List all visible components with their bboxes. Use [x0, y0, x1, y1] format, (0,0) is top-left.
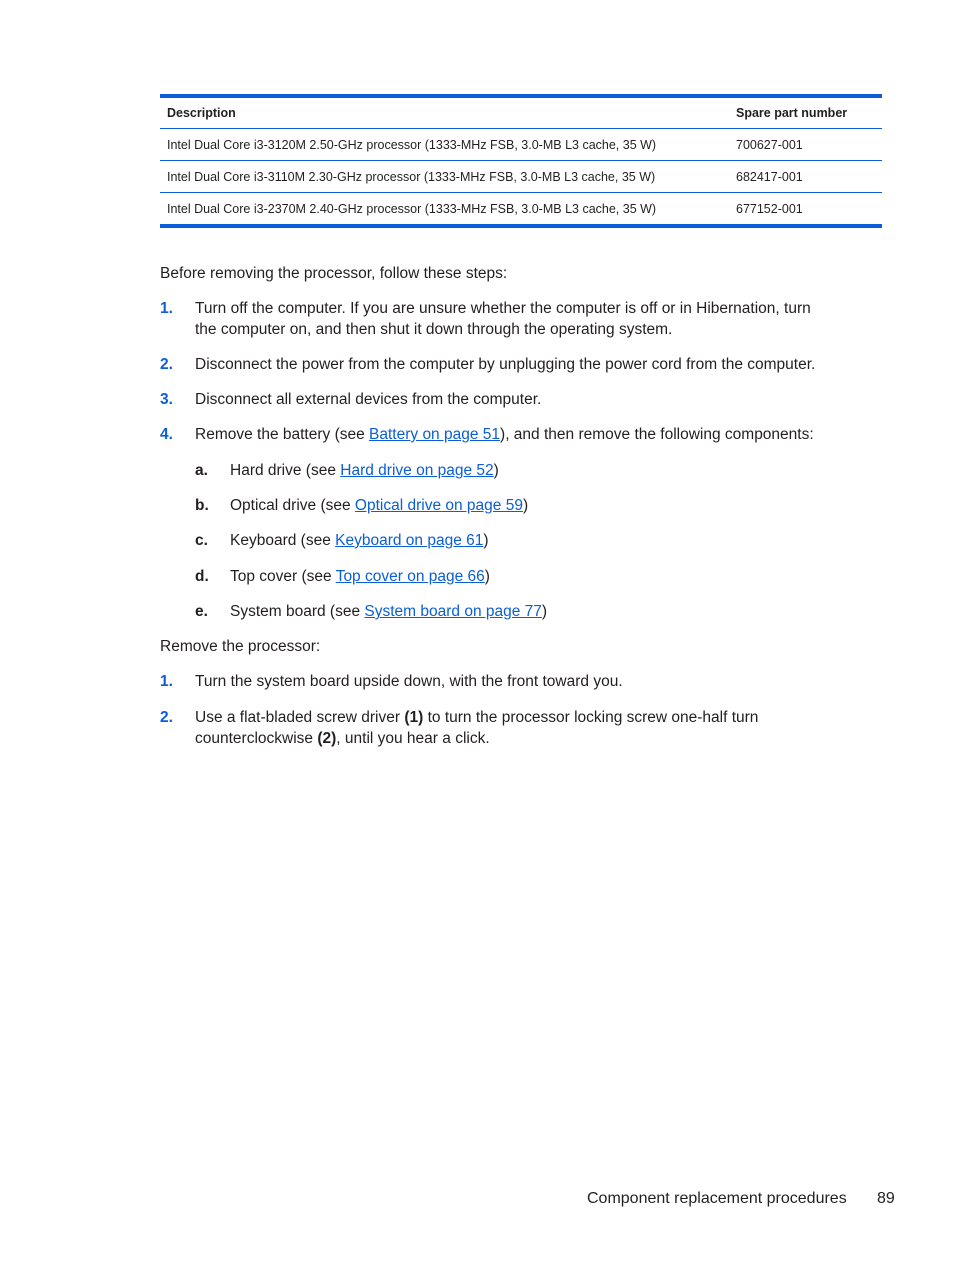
- sub-step-pre: Optical drive (see: [230, 497, 355, 514]
- prep-step-3: [160, 389, 860, 410]
- sub-step-pre: System board (see: [230, 603, 365, 620]
- footer-section-title: Component replacement procedures: [587, 1190, 847, 1207]
- sub-step-letter: d.: [195, 568, 209, 585]
- sub-step-post: ): [484, 568, 490, 585]
- table-row: [160, 129, 882, 161]
- sub-step-post: ): [493, 462, 499, 479]
- step-text: Disconnect the power from the computer by unplugging the power cord from the computer.: [195, 356, 816, 373]
- step-text: Turn the system board upside down, with the front toward you.: [195, 673, 623, 690]
- sub-step-e: [195, 601, 845, 622]
- sub-step-text: [230, 566, 845, 587]
- sub-step-pre: Top cover (see: [230, 568, 336, 585]
- top-cover-link[interactable]: Top cover on page 66: [335, 568, 485, 585]
- battery-link[interactable]: Battery on page 51: [369, 426, 501, 443]
- step-text: [195, 424, 860, 445]
- sub-step-c: [195, 530, 845, 551]
- table-header-row: [160, 96, 882, 129]
- system-board-link[interactable]: System board on page 77: [364, 603, 542, 620]
- step-text-part: Use a flat-bladed screw driver: [195, 709, 405, 726]
- step-text-part: , until you hear a click.: [336, 730, 490, 747]
- hard-drive-link[interactable]: Hard drive on page 52: [340, 462, 494, 479]
- optical-drive-link[interactable]: Optical drive on page 59: [354, 497, 523, 514]
- sub-step-text: [230, 530, 845, 551]
- prep-step-4: [160, 424, 860, 445]
- step-number: 2.: [160, 356, 173, 373]
- sub-step-letter: e.: [195, 603, 208, 620]
- page-number: 89: [877, 1190, 895, 1207]
- sub-step-pre: Hard drive (see: [230, 462, 341, 479]
- step-text-pre: Remove the battery (see: [195, 426, 370, 443]
- step-number: 1.: [160, 300, 173, 317]
- remove-step-1: [160, 671, 860, 692]
- table-row: [160, 161, 882, 193]
- sub-step-post: ): [541, 603, 548, 620]
- sub-step-letter: b.: [195, 497, 209, 514]
- keyboard-link[interactable]: Keyboard on page 61: [335, 532, 484, 549]
- sub-step-pre: Keyboard (see: [230, 532, 336, 549]
- sub-step-d: [195, 566, 845, 587]
- prep-step-2: [160, 354, 860, 375]
- step-text: Turn off the computer. If you are unsure whether the computer is off or in Hibernation, turn the computer on, and then shut it down through the operating system.: [195, 300, 811, 338]
- table-cell-description: Intel Dual Core i3-2370M 2.40-GHz processor (1333-MHz FSB, 3.0-MB L3 cache, 35 W): [160, 193, 729, 227]
- sub-step-text: [230, 601, 845, 622]
- step-number: 4.: [160, 426, 173, 443]
- spare-parts-table: [160, 94, 882, 228]
- sub-step-a: [195, 460, 845, 481]
- sub-step-letter: c.: [195, 532, 208, 549]
- prep-step-1: [160, 298, 860, 340]
- sub-step-text: [230, 460, 845, 481]
- table-row: [160, 193, 882, 227]
- column-header-spare-part-number: Spare part number: [736, 106, 848, 120]
- table-cell-description: Intel Dual Core i3-3120M 2.50-GHz processor (1333-MHz FSB, 3.0-MB L3 cache, 35 W): [160, 129, 729, 161]
- remove-step-2: [160, 707, 860, 749]
- table-cell-part-number: 700627-001: [729, 129, 882, 161]
- step-text: [195, 707, 775, 749]
- step-text-post: ), and then remove the following components:: [500, 426, 814, 443]
- table-cell-description: Intel Dual Core i3-3110M 2.30-GHz processor (1333-MHz FSB, 3.0-MB L3 cache, 35 W): [160, 161, 729, 193]
- step-text-part: to turn the processor locking screw one-half turn counterclockwise: [195, 709, 759, 747]
- callout-2: (2): [317, 730, 337, 747]
- step-text: Disconnect all external devices from the computer.: [195, 391, 542, 408]
- step-number: 1.: [160, 673, 173, 690]
- intro-text: Before removing the processor, follow these steps:: [160, 265, 508, 282]
- step-number: 3.: [160, 391, 173, 408]
- sub-step-b: [195, 495, 845, 516]
- table-cell-part-number: 682417-001: [729, 161, 882, 193]
- table-cell-part-number: 677152-001: [729, 193, 882, 227]
- sub-step-text: [230, 495, 845, 516]
- sub-step-post: ): [483, 532, 489, 549]
- callout-1: (1): [404, 709, 424, 726]
- sub-step-letter: a.: [195, 462, 208, 479]
- remove-processor-heading: Remove the processor:: [160, 638, 321, 655]
- sub-step-post: ): [522, 497, 529, 514]
- column-header-description: Description: [167, 106, 236, 120]
- step-number: 2.: [160, 709, 173, 726]
